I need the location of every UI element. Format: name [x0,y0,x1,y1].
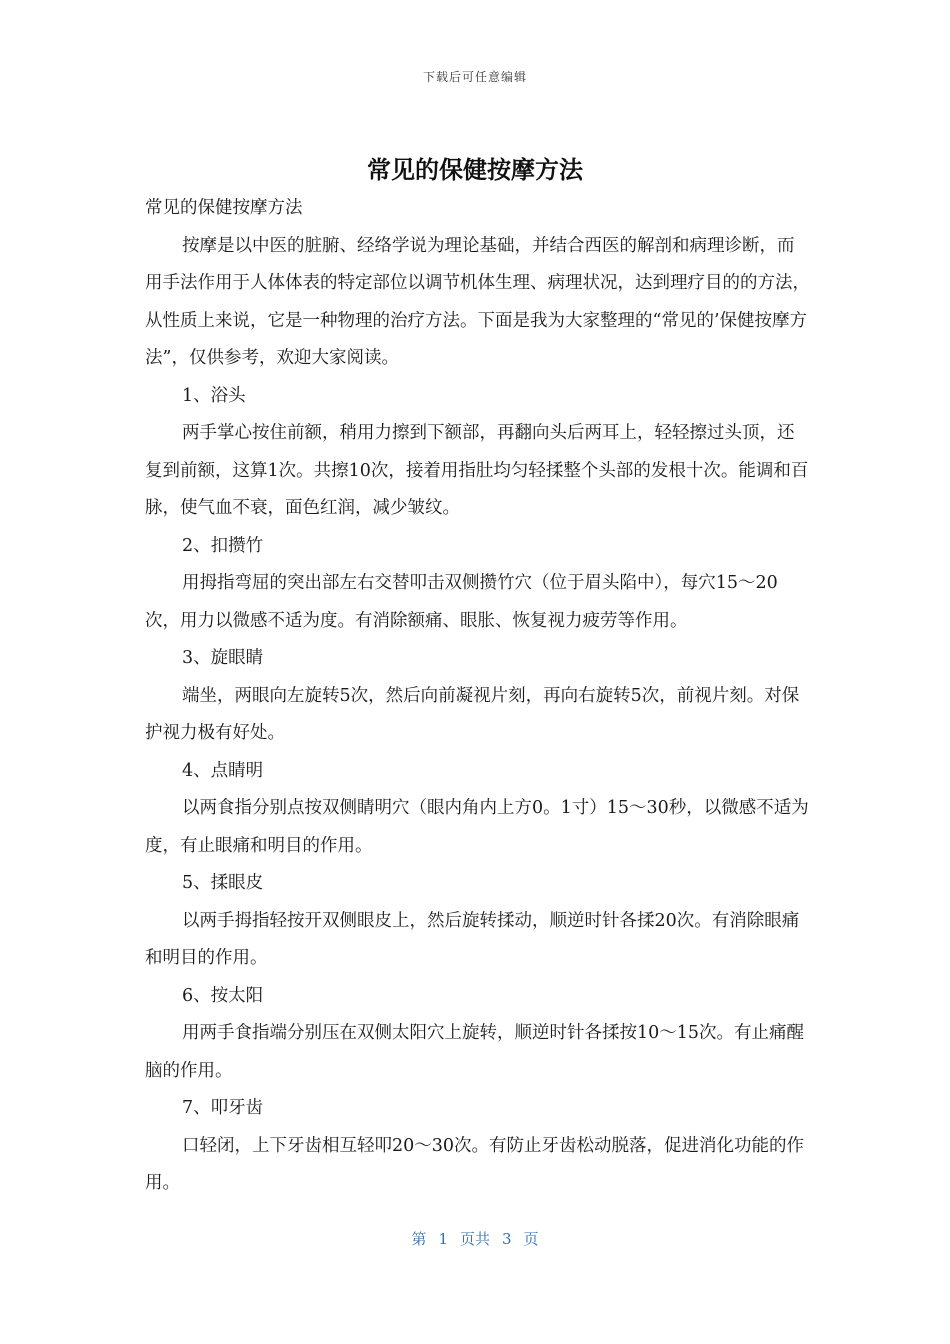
footer-suffix: 页 [523,1230,539,1248]
document-title: 常见的保健按摩方法 [367,156,583,184]
section-body: 口轻闭，上下牙齿相互轻叩20～30次。有防止牙齿松动脱落，促进消化功能的作用。 [145,1135,805,1193]
footer-current-page: 1 [438,1230,448,1248]
intro-paragraph: 按摩是以中医的脏腑、经络学说为理论基础，并结合西医的解剖和病理诊断，而用手法作用于人体体表的特定部位以调节机体生理、病理状况，达到理疗目的的方法，从性质上来说，它是一种物理的治疗方法。下面是我为大家整理的“常见的’保健按摩方法”，仅供参考，欢迎大家阅读。 [145,235,810,368]
footer-total-pages: 3 [502,1230,512,1248]
section-body: 端坐，两眼向左旋转5次，然后向前凝视片刻，再向右旋转5次，前视片刻。对保护视力极有好处。 [145,685,800,743]
section-body: 以两食指分别点按双侧睛明穴（眼内角内上方0。1寸）15～30秒，以微感不适为度，有止眼痛和明目的作用。 [145,798,809,856]
section-heading: 5、揉眼皮 [182,873,264,893]
header-note: 下载后可任意编辑 [422,70,527,84]
footer-prefix: 第 [411,1230,427,1248]
footer-middle: 页共 [459,1230,490,1248]
section-heading: 2、扣攒竹 [182,535,264,556]
document-body [145,190,810,1203]
section-heading: 6、按太阳 [182,985,264,1006]
section-heading: 3、旋眼睛 [182,648,264,668]
page-footer [0,1228,950,1249]
section-heading: 1、浴头 [182,385,246,406]
section-body: 以两手拇指轻按开双侧眼皮上，然后旋转揉动，顺逆时针各揉20次。有消除眼痛和明目的作用。 [145,910,800,968]
section-body: 用拇指弯屈的突出部左右交替叩击双侧攒竹穴（位于眉头陷中），每穴15～20次，用力以微感不适为度。有消除额痛、眼胀、恢复视力疲劳等作用。 [145,573,778,631]
subtitle-line: 常见的保健按摩方法 [145,198,303,218]
section-body: 用两手食指端分别压在双侧太阳穴上旋转，顺逆时针各揉按10～15次。有止痛醒脑的作用。 [145,1023,805,1081]
section-heading: 7、叩牙齿 [182,1098,264,1118]
section-heading: 4、点睛明 [182,760,264,781]
section-body: 两手掌心按住前额，稍用力擦到下额部，再翻向头后两耳上，轻轻擦过头顶，还复到前额，这算1次。共擦10次，接着用指肚均匀轻揉整个头部的发根十次。能调和百脉，使气血不衰，面色红润，减少皱纹。 [145,423,809,518]
